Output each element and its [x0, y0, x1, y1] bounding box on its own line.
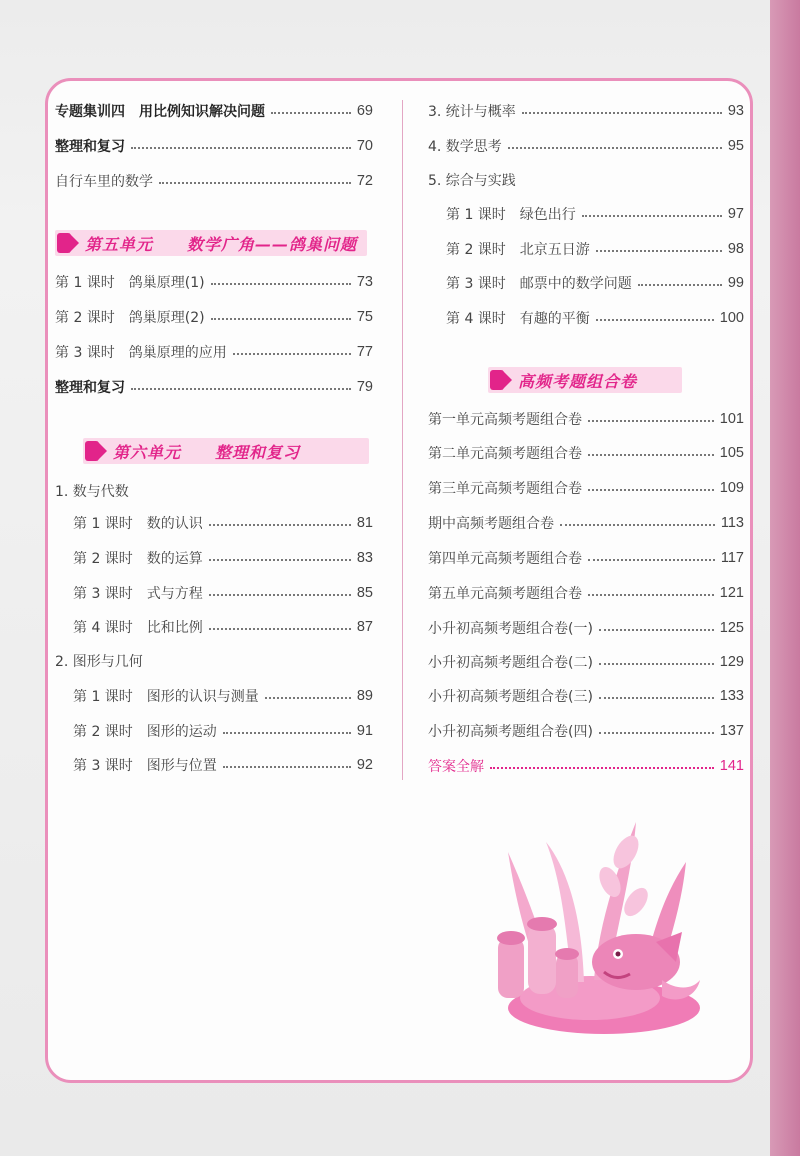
- toc-entry[interactable]: 第 2 课时 鸽巢原理(2) 75: [55, 309, 373, 326]
- toc-entry[interactable]: 4. 数学思考 95: [428, 138, 744, 155]
- toc-entry[interactable]: 小升初高频考题组合卷(三) 133: [428, 688, 744, 705]
- arrow-icon: [488, 367, 514, 393]
- toc-entry[interactable]: 第四单元高频考题组合卷 117: [428, 550, 744, 567]
- toc-entry[interactable]: 第三单元高频考题组合卷 109: [428, 480, 744, 497]
- toc-entry[interactable]: 专题集训四 用比例知识解决问题 69: [55, 103, 373, 120]
- answer-entry[interactable]: 答案全解 141: [428, 758, 744, 775]
- toc-entry[interactable]: 第一单元高频考题组合卷 101: [428, 411, 744, 428]
- toc-entry[interactable]: 小升初高频考题组合卷(四) 137: [428, 723, 744, 740]
- toc-entry[interactable]: 小升初高频考题组合卷(一) 125: [428, 620, 744, 637]
- toc-entry[interactable]: 第 3 课时 式与方程 85: [73, 585, 373, 602]
- toc-entry[interactable]: 第 2 课时 北京五日游 98: [446, 241, 744, 258]
- toc-entry[interactable]: 第 3 课时 邮票中的数学问题 99: [446, 275, 744, 292]
- toc-entry[interactable]: 第 1 课时 数的认识 81: [73, 515, 373, 532]
- toc-entry[interactable]: 第 4 课时 比和比例 87: [73, 619, 373, 636]
- toc-entry[interactable]: 第 3 课时 鸽巢原理的应用 77: [55, 344, 373, 361]
- toc-entry[interactable]: 第 4 课时 有趣的平衡 100: [446, 310, 744, 327]
- toc-entry[interactable]: 第二单元高频考题组合卷 105: [428, 445, 744, 462]
- section-heading: 2. 图形与几何: [55, 654, 143, 670]
- toc-entry[interactable]: 整理和复习 70: [55, 138, 373, 155]
- unit5-heading-tag: 第五单元 数学广角——鸽巢问题: [55, 230, 367, 256]
- arrow-icon: [83, 438, 109, 464]
- column-divider: [402, 100, 403, 780]
- section-heading: 1. 数与代数: [55, 484, 129, 500]
- toc-entry[interactable]: 第 2 课时 数的运算 83: [73, 550, 373, 567]
- toc-entry[interactable]: 第 2 课时 图形的运动 91: [73, 723, 373, 740]
- toc-entry[interactable]: 自行车里的数学 72: [55, 173, 373, 190]
- toc-entry[interactable]: 小升初高频考题组合卷(二) 129: [428, 654, 744, 671]
- exam-heading-tag: 高频考题组合卷: [488, 367, 682, 393]
- section-heading: 5. 综合与实践: [428, 173, 516, 189]
- toc-entry[interactable]: 3. 统计与概率 93: [428, 103, 744, 120]
- side-strip: [770, 0, 800, 1156]
- toc-entry[interactable]: 期中高频考题组合卷 113: [428, 515, 744, 532]
- toc-entry[interactable]: 整理和复习 79: [55, 379, 373, 396]
- unit6-heading-tag: 第六单元 整理和复习: [83, 438, 369, 464]
- coral-reef-illustration: [486, 812, 716, 1042]
- toc-entry[interactable]: 第五单元高频考题组合卷 121: [428, 585, 744, 602]
- arrow-icon: [55, 230, 81, 256]
- toc-entry[interactable]: 第 1 课时 绿色出行 97: [446, 206, 744, 223]
- toc-entry[interactable]: 第 3 课时 图形与位置 92: [73, 757, 373, 774]
- toc-entry[interactable]: 第 1 课时 鸽巢原理(1) 73: [55, 274, 373, 291]
- toc-entry[interactable]: 第 1 课时 图形的认识与测量 89: [73, 688, 373, 705]
